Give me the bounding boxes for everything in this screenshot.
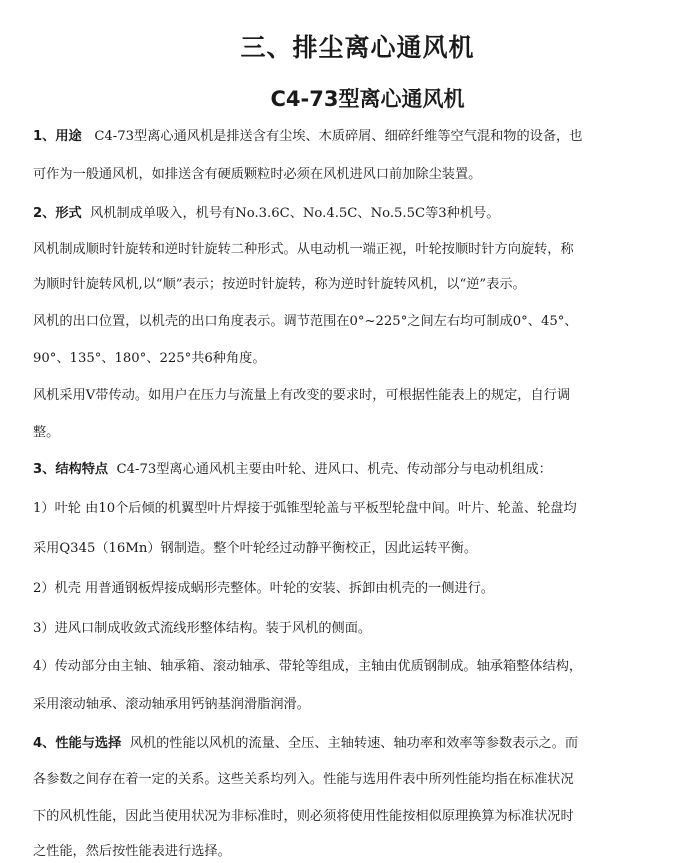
structure-item3: 3）进风口制成收敛式流线形整体结构。装于风机的侧面。 bbox=[33, 621, 372, 636]
form-text-1: 风机制成单吸入，机号有No.3.6C、No.4.5C、No.5.5C等3种机号。 bbox=[90, 206, 500, 221]
form-para3-line-2: 90°、135°、180°、225°共6种角度。 bbox=[33, 351, 266, 366]
form-para4-line-1: 风机采用V带传动。如用户在压力与流量上有改变的要求时，可根据性能表上的规定，自行调 bbox=[33, 388, 571, 403]
form-para3-line-1: 风机的出口位置，以机壳的出口角度表示。调节范围在0°~225°之间左右均可制成0°、45°、 bbox=[33, 314, 578, 329]
structure-item4-line-2: 采用滚动轴承、滚动轴承用钙钠基润滑脂润滑。 bbox=[33, 697, 310, 712]
performance-line-1 bbox=[33, 735, 673, 753]
chapter-title: 三、排尘离心通风机 bbox=[240, 33, 475, 62]
performance-line-4: 之性能，然后按性能表进行选择。 bbox=[33, 844, 231, 859]
structure-item2: 2）机壳 用普通钢板焊接成蜗形壳整体。叶轮的安装、拆卸由机壳的一侧进行。 bbox=[33, 581, 494, 596]
usage-line-2: 可作为一般通风机，如排送含有硬质颗粒时必须在风机进风口前加除尘装置。 bbox=[33, 167, 482, 182]
usage-heading: 1、用途 bbox=[33, 129, 82, 144]
structure-item1-line-1: 1）叶轮 由10个后倾的机翼型叶片焊接于弧锥型轮盖与平板型轮盘中间。叶片、轮盖、轮盘均 bbox=[33, 501, 577, 516]
section-title: C4-73型离心通风机 bbox=[270, 87, 465, 111]
structure-text-1: C4-73型离心通风机主要由叶轮、进风口、机壳、传动部分与电动机组成： bbox=[116, 462, 552, 477]
performance-text-1: 风机的性能以风机的流量、全压、主轴转速、轴功率和效率等参数表示之。而 bbox=[129, 736, 579, 751]
structure-line-1 bbox=[33, 461, 673, 479]
performance-line-3: 下的风机性能，因此当使用状况为非标准时，则必须将使用性能按相似原理换算为标准状况时 bbox=[33, 809, 574, 824]
usage-line-1 bbox=[33, 128, 673, 146]
structure-item1-line-2: 采用Q345（16Mn）钢制造。整个叶轮经过动静平衡校正，因此运转平衡。 bbox=[33, 541, 478, 556]
form-line-1 bbox=[33, 205, 673, 223]
structure-item4-line-1: 4）传动部分由主轴、轴承箱、滚动轴承、带轮等组成，主轴由优质钢制成。轴承箱整体结构， bbox=[33, 659, 583, 674]
performance-heading: 4、性能与选择 bbox=[33, 736, 122, 751]
form-para2-line-1: 风机制成顺时针旋转和逆时针旋转二种形式。从电动机一端正视，叶轮按顺时针方向旋转，称 bbox=[33, 242, 574, 257]
performance-line-2: 各参数之间存在着一定的关系。这些关系均列入。性能与选用件表中所列性能均指在标准状况 bbox=[33, 772, 574, 787]
form-heading: 2、形式 bbox=[33, 206, 82, 221]
form-para4-line-2: 整。 bbox=[33, 425, 60, 440]
usage-text-1: C4-73型离心通风机是排送含有尘埃、木质碎屑、细碎纤维等空气混和物的设备，也 bbox=[94, 129, 583, 144]
structure-heading: 3、结构特点 bbox=[33, 462, 109, 477]
form-para2-line-2: 为顺时针旋转风机,以“顺”表示；按逆时针旋转，称为逆时针旋转风机，以“逆”表示。 bbox=[33, 277, 526, 292]
